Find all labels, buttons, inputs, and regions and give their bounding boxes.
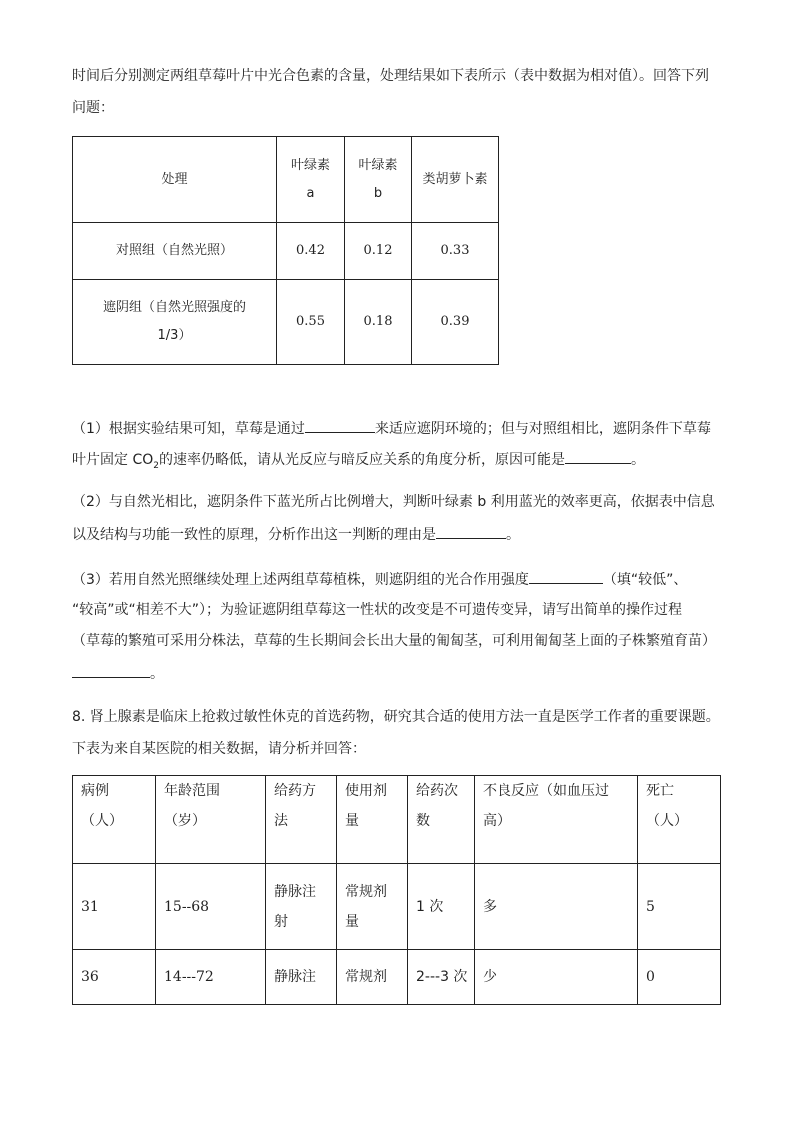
q2-line-1: （2）与自然光相比，遮阴条件下蓝光所占比例增大，判断叶绿素 b 利用蓝光的效率更高，依据表中信息 bbox=[72, 494, 715, 510]
header-method: 给药方 法 bbox=[266, 776, 337, 864]
cell-treatment: 遮阴组（自然光照强度的 1/3） bbox=[73, 280, 277, 365]
q3-line-4: 。 bbox=[72, 662, 164, 684]
cell-deaths: 5 bbox=[638, 864, 721, 950]
q2-line-2: 以及结构与功能一致性的原理，分析作出这一判断的理由是 。 bbox=[72, 523, 520, 545]
cell-age: 14---72 bbox=[156, 950, 266, 1005]
q3-line-3: （草莓的繁殖可采用分株法，草莓的生长期间会长出大量的匍匐茎，可利用匍匐茎上面的子株繁殖育苗） bbox=[72, 633, 716, 649]
cell-adverse: 少 bbox=[475, 950, 638, 1005]
table-row bbox=[73, 950, 721, 1005]
table-header-row bbox=[73, 137, 499, 223]
header-adverse: 不良反应（如血压过 高） bbox=[475, 776, 638, 864]
header-age-range: 年龄范围 （岁） bbox=[156, 776, 266, 864]
header-cases: 病例 （人） bbox=[73, 776, 156, 864]
cell-chlb: 0.18 bbox=[345, 280, 412, 365]
cell-chlb: 0.12 bbox=[345, 223, 412, 280]
cell-dose: 常规剂 bbox=[337, 950, 408, 1005]
header-dose: 使用剂 量 bbox=[337, 776, 408, 864]
table-row bbox=[73, 223, 499, 280]
cell-method: 静脉注 射 bbox=[266, 864, 337, 950]
header-chlorophyll-b: 叶绿素 b bbox=[345, 137, 412, 223]
cell-carot: 0.33 bbox=[412, 223, 499, 280]
cell-carot: 0.39 bbox=[412, 280, 499, 365]
answer-blank[interactable] bbox=[72, 662, 150, 678]
q3-line-1: （3）若用自然光照继续处理上述两组草莓植株，则遮阴组的光合作用强度 （填“较低”、 bbox=[72, 568, 687, 590]
cell-chla: 0.42 bbox=[277, 223, 345, 280]
table-row bbox=[73, 864, 721, 950]
cell-treatment: 对照组（自然光照） bbox=[73, 223, 277, 280]
answer-blank[interactable] bbox=[529, 568, 603, 584]
cell-age: 15--68 bbox=[156, 864, 266, 950]
q1-line-1: （1）根据实验结果可知，草莓是通过 来适应遮阴环境的；但与对照组相比，遮阴条件下草莓 bbox=[72, 417, 711, 439]
answer-blank[interactable] bbox=[565, 448, 631, 464]
q1-line-2: 叶片固定 $CO_2$的速率仍略低，请从光反应与暗反应关系的角度分析，原因可能是 。 bbox=[72, 448, 645, 476]
epinephrine-table bbox=[72, 775, 721, 1005]
q3-line-2: “较高”或“相差不大”）；为验证遮阴组草莓这一性状的改变是不可遗传变异，请写出简单的操作过程 bbox=[72, 602, 683, 618]
pigment-table bbox=[72, 136, 499, 365]
cell-chla: 0.55 bbox=[277, 280, 345, 365]
table-header-row bbox=[73, 776, 721, 864]
cell-deaths: 0 bbox=[638, 950, 721, 1005]
header-deaths: 死亡 （人） bbox=[638, 776, 721, 864]
header-chlorophyll-a: 叶绿素 a bbox=[277, 137, 345, 223]
answer-blank[interactable] bbox=[305, 417, 375, 433]
q8-line-2: 下表为来自某医院的相关数据，请分析并回答： bbox=[72, 741, 366, 757]
cell-method: 静脉注 bbox=[266, 950, 337, 1005]
header-times: 给药次 数 bbox=[408, 776, 475, 864]
cell-times: 1 次 bbox=[408, 864, 475, 950]
header-treatment: 处理 bbox=[73, 137, 277, 223]
header-carotenoid: 类胡萝卜素 bbox=[412, 137, 499, 223]
intro-line-1: 时间后分别测定两组草莓叶片中光合色素的含量，处理结果如下表所示（表中数据为相对值）。回答下列 bbox=[72, 68, 709, 84]
cell-dose: 常规剂 量 bbox=[337, 864, 408, 950]
cell-cases: 31 bbox=[73, 864, 156, 950]
cell-adverse: 多 bbox=[475, 864, 638, 950]
intro-line-2: 问题： bbox=[72, 100, 114, 116]
cell-cases: 36 bbox=[73, 950, 156, 1005]
cell-times: 2---3 次 bbox=[408, 950, 475, 1005]
q8-line-1: 8. 肾上腺素是临床上抢救过敏性休克的首选药物，研究其合适的使用方法一直是医学工作者的重要课题。 bbox=[72, 709, 720, 725]
table-row bbox=[73, 280, 499, 365]
answer-blank[interactable] bbox=[436, 523, 506, 539]
